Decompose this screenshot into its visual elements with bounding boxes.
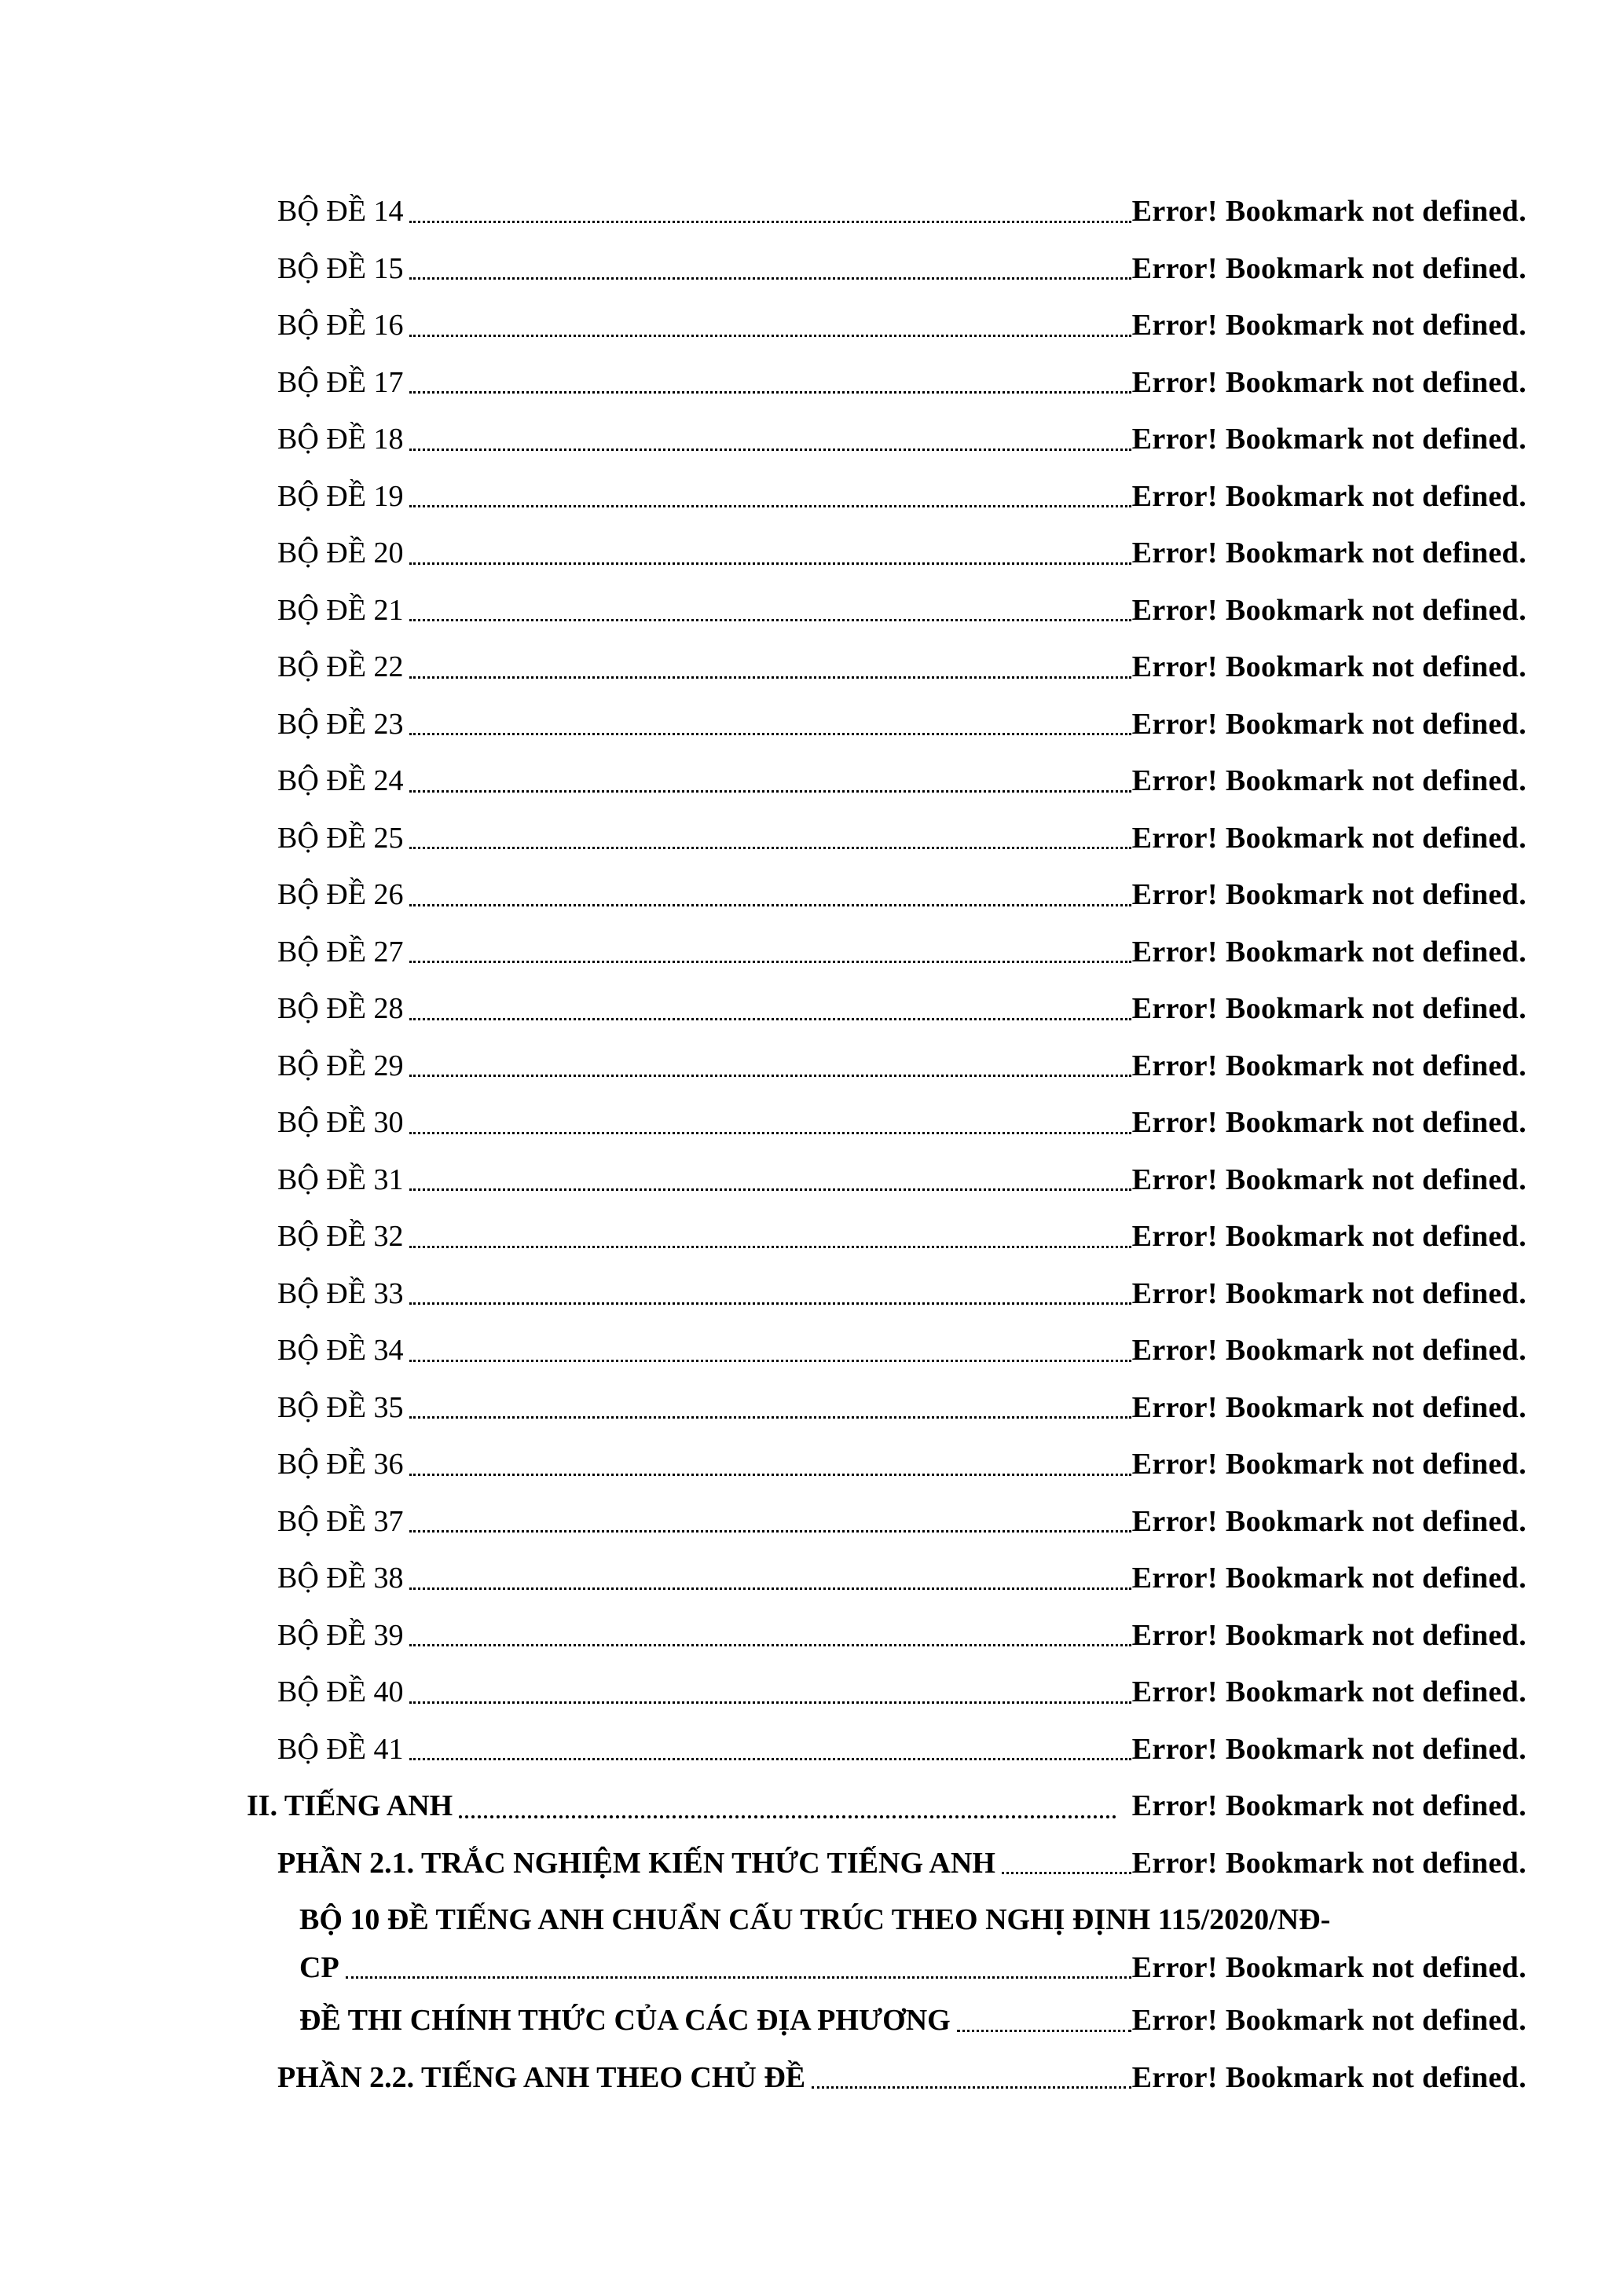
toc-entry-label: BỘ ĐỀ 36	[277, 1448, 404, 1481]
dot-leader	[346, 1976, 1131, 1979]
dot-leader	[812, 2086, 1131, 2089]
toc-entry-label: BỘ ĐỀ 32	[277, 1220, 404, 1253]
toc-entry	[0, 980, 1527, 1038]
error-bookmark-text: Error! Bookmark not defined.	[1131, 479, 1527, 513]
dot-leader	[409, 790, 1131, 793]
toc-entry-label: BỘ ĐỀ 30	[277, 1106, 404, 1139]
toc-entry-label: BỘ ĐỀ 28	[277, 992, 404, 1025]
error-bookmark-text: Error! Bookmark not defined.	[1131, 650, 1527, 683]
error-bookmark-text: Error! Bookmark not defined.	[1131, 423, 1527, 456]
dot-leader	[409, 505, 1131, 507]
error-bookmark-text: Error! Bookmark not defined.	[1131, 1390, 1527, 1424]
dot-leader	[409, 847, 1131, 849]
dot-leader	[409, 1530, 1131, 1532]
error-bookmark-text: Error! Bookmark not defined.	[1131, 1448, 1527, 1481]
dot-leader	[409, 1188, 1131, 1191]
error-bookmark-text: Error! Bookmark not defined.	[1131, 1334, 1527, 1367]
toc-entry	[0, 696, 1527, 753]
error-bookmark-text: Error! Bookmark not defined.	[1131, 1732, 1527, 1766]
dot-leader	[409, 1416, 1131, 1419]
toc-entry-label: II. TIẾNG ANH	[247, 1789, 453, 1822]
toc-entry-label: BỘ ĐỀ 20	[277, 536, 404, 569]
toc-entry-label: BỘ ĐỀ 14	[277, 195, 404, 228]
toc-entry	[0, 411, 1527, 468]
toc-entry-label: BỘ ĐỀ 24	[277, 764, 404, 797]
toc-entry	[0, 1379, 1527, 1437]
dot-leader	[409, 961, 1131, 963]
toc-entry-label: BỘ ĐỀ 22	[277, 650, 404, 683]
toc-entry-label: BỘ ĐỀ 25	[277, 821, 404, 855]
toc-entry	[0, 1550, 1527, 1607]
error-bookmark-text: Error! Bookmark not defined.	[1131, 309, 1527, 342]
toc-entry-label: ĐỀ THI CHÍNH THỨC CỦA CÁC ĐỊA PHƯƠNG	[299, 2004, 951, 2037]
toc-entry	[0, 810, 1527, 867]
toc-entry-label: BỘ ĐỀ 19	[277, 479, 404, 513]
error-bookmark-text: Error! Bookmark not defined.	[1131, 1562, 1527, 1595]
toc-entry	[0, 468, 1527, 525]
toc-entry-label: BỘ ĐỀ 26	[277, 878, 404, 911]
toc-entry-label: BỘ ĐỀ 40	[277, 1675, 404, 1708]
dot-leader	[409, 335, 1131, 337]
toc-entry-label: BỘ 10 ĐỀ TIẾNG ANH CHUẨN CẤU TRÚC THEO NGHỊ ĐỊNH 115/2020/NĐ-	[299, 1903, 1331, 1936]
dot-leader	[409, 1587, 1131, 1590]
toc-entry	[0, 297, 1527, 354]
toc-entry	[0, 1607, 1527, 1664]
error-bookmark-text: Error! Bookmark not defined.	[1131, 1163, 1527, 1196]
toc-entry-label: BỘ ĐỀ 16	[277, 309, 404, 342]
toc-entry-label: BỘ ĐỀ 38	[277, 1562, 404, 1595]
toc-entry	[0, 1778, 1527, 1835]
error-bookmark-text: Error! Bookmark not defined.	[1131, 536, 1527, 569]
dot-leader	[409, 1075, 1131, 1077]
error-bookmark-text: Error! Bookmark not defined.	[1131, 2004, 1527, 2037]
dot-leader	[409, 676, 1131, 679]
error-bookmark-text: Error! Bookmark not defined.	[1131, 1504, 1527, 1538]
toc-entry	[0, 1493, 1527, 1551]
error-bookmark-text: Error! Bookmark not defined.	[1131, 1675, 1527, 1708]
dot-leader	[409, 1132, 1131, 1134]
toc-entry-label: BỘ ĐỀ 15	[277, 251, 404, 285]
dot-leader	[459, 1815, 1116, 1818]
toc-entry	[0, 866, 1527, 924]
toc-entry-label: BỘ ĐỀ 17	[277, 365, 404, 399]
toc-entry	[0, 1835, 1527, 1892]
error-bookmark-text: Error! Bookmark not defined.	[1131, 992, 1527, 1025]
toc-entry	[0, 525, 1527, 582]
error-bookmark-text: Error! Bookmark not defined.	[1131, 821, 1527, 855]
error-bookmark-text: Error! Bookmark not defined.	[1131, 2060, 1527, 2094]
toc-entry	[0, 1038, 1527, 1095]
error-bookmark-text: Error! Bookmark not defined.	[1131, 878, 1527, 911]
error-bookmark-text: Error! Bookmark not defined.	[1131, 1276, 1527, 1310]
dot-leader	[409, 562, 1131, 565]
toc-entry	[0, 753, 1527, 810]
error-bookmark-text: Error! Bookmark not defined.	[1131, 1049, 1527, 1082]
table-of-contents	[0, 183, 1527, 2106]
toc-entry-label: BỘ ĐỀ 41	[277, 1732, 404, 1766]
error-bookmark-text: Error! Bookmark not defined.	[1131, 251, 1527, 285]
toc-entry	[0, 639, 1527, 696]
toc-entry	[0, 582, 1527, 639]
toc-entry-label: BỘ ĐỀ 33	[277, 1276, 404, 1310]
error-bookmark-text: Error! Bookmark not defined.	[1131, 1846, 1527, 1880]
dot-leader	[409, 221, 1131, 223]
error-bookmark-text: Error! Bookmark not defined.	[1131, 707, 1527, 741]
dot-leader	[1002, 1872, 1131, 1874]
toc-entry	[0, 1992, 1527, 2049]
toc-entry	[0, 1664, 1527, 1721]
error-bookmark-text: Error! Bookmark not defined.	[1131, 1950, 1527, 1984]
dot-leader	[409, 277, 1131, 280]
toc-entry	[0, 1265, 1527, 1323]
toc-entry	[0, 924, 1527, 981]
dot-leader	[957, 2030, 1131, 2032]
error-bookmark-text: Error! Bookmark not defined.	[1131, 1106, 1527, 1139]
toc-entry	[0, 2049, 1527, 2107]
dot-leader	[409, 1246, 1131, 1248]
dot-leader	[409, 449, 1131, 451]
toc-entry-label: BỘ ĐỀ 34	[277, 1334, 404, 1367]
dot-leader	[409, 1758, 1131, 1760]
toc-entry	[0, 1094, 1527, 1152]
dot-leader	[409, 1360, 1131, 1362]
toc-entry	[0, 240, 1527, 298]
toc-entry-label: BỘ ĐỀ 39	[277, 1618, 404, 1652]
toc-entry-label: BỘ ĐỀ 31	[277, 1163, 404, 1196]
toc-entry-label: PHẦN 2.1. TRẮC NGHIỆM KIẾN THỨC TIẾNG ANH	[277, 1846, 995, 1880]
dot-leader	[409, 1474, 1131, 1476]
toc-entry	[0, 1208, 1527, 1265]
toc-entry	[0, 1436, 1527, 1493]
toc-entry	[0, 354, 1527, 412]
error-bookmark-text: Error! Bookmark not defined.	[1131, 1618, 1527, 1652]
dot-leader	[409, 619, 1131, 621]
dot-leader	[409, 391, 1131, 394]
error-bookmark-text: Error! Bookmark not defined.	[1131, 195, 1527, 228]
toc-entry	[0, 1721, 1527, 1778]
toc-entry-label: BỘ ĐỀ 29	[277, 1049, 404, 1082]
toc-entry-label: BỘ ĐỀ 23	[277, 707, 404, 741]
dot-leader	[409, 1302, 1131, 1305]
toc-entry-label: BỘ ĐỀ 37	[277, 1504, 404, 1538]
toc-entry-label: BỘ ĐỀ 27	[277, 935, 404, 969]
toc-entry	[0, 1322, 1527, 1379]
dot-leader	[409, 1701, 1131, 1704]
error-bookmark-text: Error! Bookmark not defined.	[1131, 764, 1527, 797]
error-bookmark-text: Error! Bookmark not defined.	[1131, 935, 1527, 969]
dot-leader	[409, 904, 1131, 906]
error-bookmark-text: Error! Bookmark not defined.	[1131, 1789, 1527, 1822]
dot-leader	[409, 1644, 1131, 1646]
toc-entry-label: CP	[299, 1950, 339, 1984]
error-bookmark-text: Error! Bookmark not defined.	[1131, 365, 1527, 399]
toc-entry	[0, 1152, 1527, 1209]
toc-entry-label: BỘ ĐỀ 35	[277, 1390, 404, 1424]
error-bookmark-text: Error! Bookmark not defined.	[1131, 593, 1527, 627]
toc-entry	[0, 183, 1527, 240]
toc-entry-label: BỘ ĐỀ 18	[277, 423, 404, 456]
toc-entry-label: PHẦN 2.2. TIẾNG ANH THEO CHỦ ĐỀ	[277, 2060, 806, 2094]
error-bookmark-text: Error! Bookmark not defined.	[1131, 1220, 1527, 1253]
dot-leader	[409, 1018, 1131, 1020]
toc-entry-label: BỘ ĐỀ 21	[277, 593, 404, 627]
dot-leader	[409, 733, 1131, 735]
